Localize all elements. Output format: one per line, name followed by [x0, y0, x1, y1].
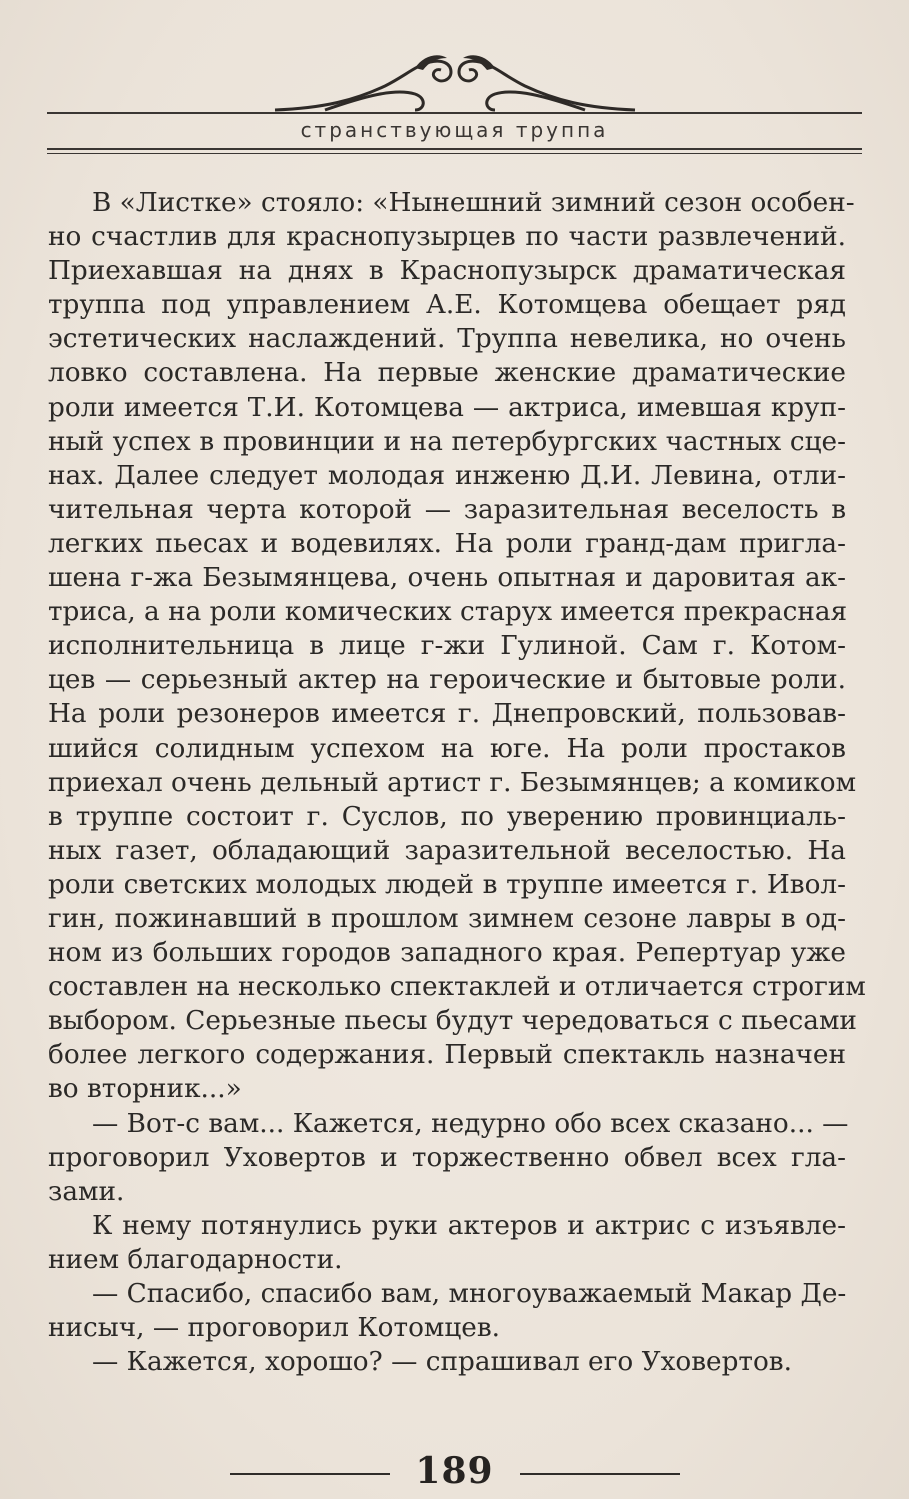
text-line: но счастлив для краснопузырцев по части развлечений.	[48, 222, 846, 253]
text-line: нисыч, — проговорил Котомцев.	[48, 1313, 500, 1344]
text-line: выбором. Серьезные пьесы будут чередоваться с пьесами	[48, 1006, 857, 1037]
body-text	[48, 186, 866, 1379]
text-line: легких пьесах и водевилях. На роли гранд-дам пригла-	[48, 528, 846, 559]
text-line: труппа под управлением А.Е. Котомцева обещает ряд	[48, 290, 846, 321]
text-line: Приехавшая на днях в Краснопузырск драматическая	[48, 256, 846, 287]
text-line: гин, пожинавший в прошлом зимнем сезоне лавры в од-	[48, 903, 846, 934]
text-line: шена г-жа Безымянцева, очень опытная и даровитая ак-	[48, 563, 846, 594]
text-line: цев — серьезный актер на героические и бытовые роли.	[48, 665, 846, 696]
text-line: проговорил Уховертов и торжественно обвел всех гла-	[48, 1142, 846, 1173]
header-flourish-ornament	[265, 48, 645, 118]
text-line: нием благодарности.	[48, 1244, 343, 1275]
text-line: ловко составлена. На первые женские драматические	[48, 358, 846, 389]
page-number: 189	[415, 1450, 494, 1492]
text-line: чительная черта которой — заразительная веселость в	[48, 494, 846, 525]
text-line: ном из больших городов западного края. Репертуар уже	[48, 938, 846, 969]
text-line: исполнительница в лице г-жи Гулиной. Сам г. Котом-	[48, 631, 846, 662]
text-line: ный успех в провинции и на петербургских частных сце-	[48, 426, 846, 457]
text-line: шийся солидным успехом на юге. На роли простаков	[48, 733, 846, 764]
text-line: в труппе состоит г. Суслов, по уверению провинциаль-	[48, 801, 846, 832]
text-line: — Кажется, хорошо? — спрашивал его Уховертов.	[92, 1347, 792, 1378]
text-line: К нему потянулись руки актеров и актрис с изъявле-	[92, 1210, 846, 1241]
running-head: странствующая труппа	[300, 118, 609, 142]
text-line: нах. Далее следует молодая инженю Д.И. Левина, отли-	[48, 460, 846, 491]
text-line: эстетических наслаждений. Труппа невелика, но очень	[48, 324, 846, 355]
header-rule-bottom-thin	[47, 153, 862, 154]
header-rule-bottom	[47, 148, 862, 150]
text-line: — Спасибо, спасибо вам, многоуважаемый Макар Де-	[92, 1279, 847, 1309]
text-line: зами.	[48, 1176, 125, 1207]
text-line: во вторник...»	[48, 1074, 242, 1105]
header-rule-top	[47, 112, 862, 114]
text-line: роли светских молодых людей в труппе имеется г. Ивол-	[48, 869, 846, 900]
text-line: триса, а на роли комических старух имеется прекрасная	[48, 597, 848, 628]
text-line: составлен на несколько спектаклей и отличается строгим	[48, 972, 866, 1003]
text-line: В «Листке» стояло: «Нынешний зимний сезон особен-	[92, 188, 855, 218]
text-line: приехал очень дельный артист г. Безымянцев; а комиком	[48, 767, 857, 798]
text-line: более легкого содержания. Первый спектакль назначен	[48, 1040, 846, 1071]
text-line: роли имеется Т.И. Котомцева — актриса, имевшая круп-	[48, 392, 846, 423]
text-line: — Вот-с вам... Кажется, недурно обо всех сказано... —	[92, 1108, 849, 1139]
text-line: На роли резонеров имеется г. Днепровский, пользовав-	[48, 699, 846, 730]
text-line: ных газет, обладающий заразительной веселостью. На	[48, 835, 846, 866]
